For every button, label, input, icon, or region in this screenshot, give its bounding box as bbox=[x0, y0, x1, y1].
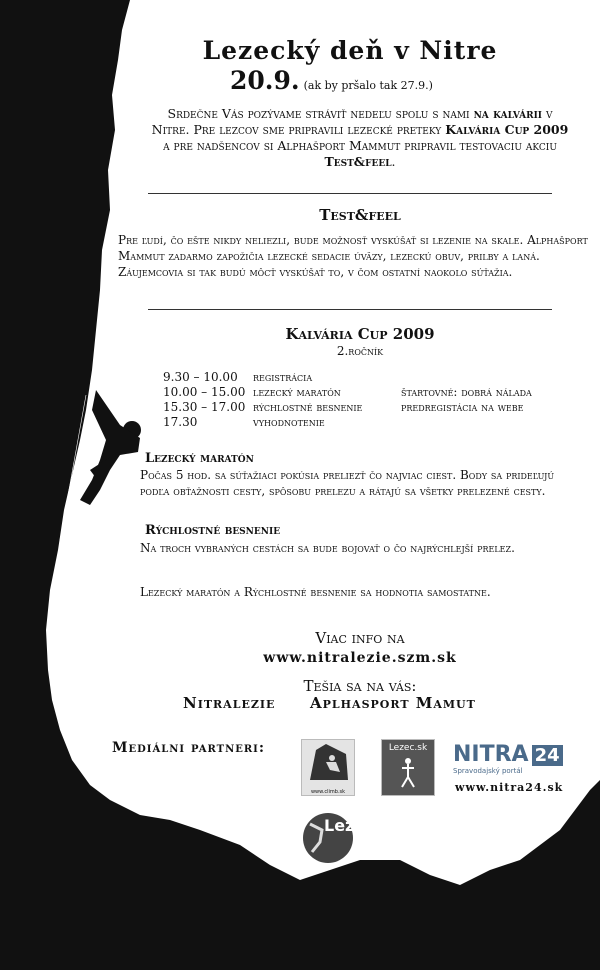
testfeel-text: Pre ľudí, čo ešte nikdy neliezli, bude možnosť vyskúšať si lezenie na skale. Alphašport Mammut zadarmo zapožičia lezecké sedacie úväzy, lezeckú obuv, prilby a laná. Záujemcovia si tak budú môcť vyskúšať to, v čom ostatní naokolo súťažia. bbox=[118, 233, 588, 279]
intro-text-2: v Nitre. Pre lezcov sme pripravili lezecké preteky bbox=[151, 106, 553, 137]
website-link[interactable]: www.nitralezie.szm.sk bbox=[263, 650, 457, 666]
divider-1 bbox=[148, 193, 552, 194]
schedule-row bbox=[163, 370, 532, 385]
schedule-time: 10.00 – 15.00 bbox=[163, 385, 246, 399]
intro-bold-1: na kalvárii bbox=[473, 106, 543, 121]
schedule-event: lezecký maratón bbox=[253, 385, 341, 399]
organizer-2: Aplhasport Mamut bbox=[310, 694, 476, 712]
intro-text-4: . bbox=[391, 154, 396, 169]
partner-3-subtitle: Spravodajský portál bbox=[453, 767, 523, 775]
schedule-note: štartovné: dobrá nálada bbox=[401, 385, 532, 399]
schedule-event: vyhodnotenie bbox=[253, 415, 325, 429]
intro-paragraph bbox=[150, 106, 570, 170]
schedule-event: registrácia bbox=[253, 370, 313, 384]
page-title: Lezecký deň v Nitre bbox=[202, 36, 498, 65]
partner-2-name: Lezec.sk bbox=[388, 743, 428, 753]
partner-4-name: Lezec bbox=[324, 816, 375, 835]
intro-bold-2: Kalvária Cup 2009 bbox=[445, 122, 569, 137]
maraton-text: Počas 5 hod. sa súťažiaci pokúsia preliezť čo najviac ciest. Body sa prideľujú podľa obťažnosti cesty, spôsobu prelezu a rátajú sa všetky prelezené cesty. bbox=[140, 468, 555, 498]
schedule-time: 15.30 – 17.00 bbox=[163, 400, 246, 414]
partner-logo-climb[interactable] bbox=[301, 739, 355, 796]
nitra24-url[interactable]: www.nitra24.sk bbox=[455, 781, 564, 794]
schedule-row bbox=[163, 385, 532, 400]
separately-note: Lezecký maratón a Rýchlostné besnenie sa hodnotia samostatne. bbox=[140, 585, 491, 599]
organizer-1: Nitralezie bbox=[183, 694, 276, 712]
date-note: (ak by pršalo tak 27.9.) bbox=[303, 79, 433, 92]
cup-subheading: 2.ročník bbox=[336, 344, 384, 358]
besnenie-text: Na troch vybraných cestách sa bude bojovať o čo najrýchlejší prelez. bbox=[140, 541, 515, 555]
intro-bold-3: Test&feel bbox=[324, 154, 392, 169]
more-info-label: Viac info na bbox=[315, 629, 405, 647]
climber-icon bbox=[302, 740, 354, 785]
partner-1-caption: www.climb.sk bbox=[310, 789, 346, 795]
partner-logo-lezec[interactable] bbox=[298, 812, 375, 864]
testfeel-heading: Test&feel bbox=[319, 206, 401, 224]
partner-logo-lezec-sk[interactable] bbox=[381, 739, 435, 796]
schedule-note bbox=[401, 415, 532, 430]
looking-forward-label: Tešia sa na vás: bbox=[303, 677, 417, 695]
climber-silhouette bbox=[80, 390, 141, 505]
schedule-note bbox=[401, 370, 532, 385]
partners-label: Mediálni partneri: bbox=[112, 740, 265, 756]
maraton-heading: Lezecký maratón bbox=[145, 451, 254, 466]
besnenie-heading: Rýchlostné besnenie bbox=[145, 523, 281, 538]
schedule-table bbox=[163, 370, 532, 430]
divider-2 bbox=[148, 309, 552, 310]
schedule-note: predregistácia na webe bbox=[401, 400, 524, 414]
schedule-event: rýchlostné besnenie bbox=[253, 400, 363, 414]
schedule-time: 17.30 bbox=[163, 415, 198, 429]
intro-text-1: Srdečne Vás pozývame stráviť nedeľu spolu s nami bbox=[167, 106, 474, 121]
schedule-row bbox=[163, 415, 532, 430]
schedule-time: 9.30 – 10.00 bbox=[163, 370, 238, 384]
schedule-row bbox=[163, 400, 532, 415]
date-value: 20.9. bbox=[230, 66, 300, 95]
intro-text-3: a pre nadšencov si Alphašport Mammut pripravil testovaciu akciu bbox=[163, 138, 557, 153]
partner-3-name: NITRA bbox=[453, 742, 529, 767]
cup-heading: Kalvária Cup 2009 bbox=[285, 325, 435, 343]
figure-icon bbox=[382, 753, 434, 793]
partner-logo-nitra24[interactable] bbox=[453, 742, 573, 782]
event-date bbox=[230, 66, 433, 95]
partner-3-number: 24 bbox=[532, 745, 563, 766]
